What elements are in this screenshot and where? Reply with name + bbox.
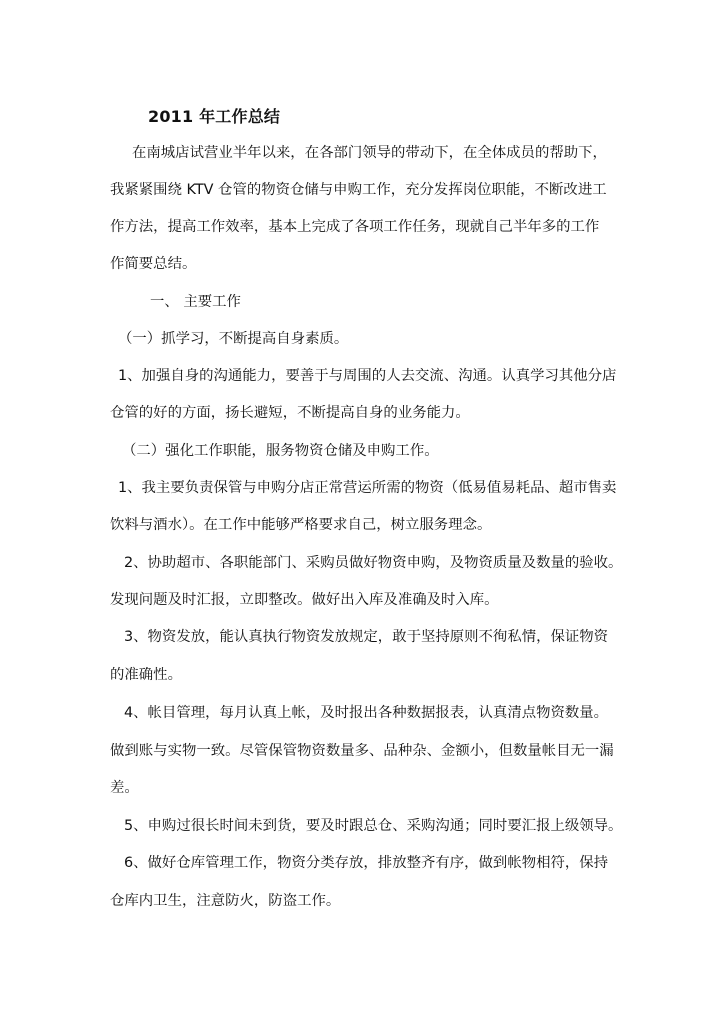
body-line: 5、申购过很长时间未到货，要及时跟总仓、采购沟通；同时要汇报上级领导。: [124, 818, 623, 834]
body-line: 作简要总结。: [110, 256, 197, 272]
body-line: 我紧紧围绕 KTV 仓管的物资仓储与申购工作，充分发挥岗位职能，不断改进工: [110, 182, 607, 198]
body-line: 6、做好仓库管理工作，物资分类存放，排放整齐有序，做到帐物相符，保持: [124, 855, 609, 871]
body-line: 仓库内卫生，注意防火，防盗工作。: [110, 893, 341, 909]
subsection-heading: （二）强化工作职能，服务物资仓储及申购工作。: [122, 443, 439, 459]
body-line: 1、我主要负责保管与申购分店正常营运所需的物资（低易值易耗品、超市售卖: [118, 480, 617, 496]
body-line: 的准确性。: [110, 667, 182, 683]
body-line: 差。: [110, 780, 139, 796]
body-line: 在南城店试营业半年以来，在各部门领导的带动下，在全体成员的帮助下，: [132, 145, 607, 161]
section-heading: 一、 主要工作: [150, 294, 241, 310]
body-line: 作方法，提高工作效率，基本上完成了各项工作任务，现就自己半年多的工作: [110, 219, 600, 235]
body-line: 做到账与实物一致。尽管保管物资数量多、品种杂、金额小，但数量帐目无一漏: [110, 743, 614, 759]
body-line: 发现问题及时汇报，立即整改。做好出入库及准确及时入库。: [110, 592, 499, 608]
body-line: 仓管的好的方面，扬长避短，不断提高自身的业务能力。: [110, 405, 470, 421]
document-title: 2011 年工作总结: [148, 107, 281, 126]
body-line: 2、协助超市、各职能部门、采购员做好物资申购，及物资质量及数量的验收。: [124, 555, 623, 571]
body-line: 饮料与酒水）。在工作中能够严格要求自己，树立服务理念。: [110, 517, 492, 533]
body-line: 3、物资发放，能认真执行物资发放规定，敢于坚持原则不徇私情，保证物资: [124, 629, 609, 645]
subsection-heading: （一）抓学习，不断提高自身素质。: [118, 331, 349, 347]
body-line: 1、加强自身的沟通能力，要善于与周围的人去交流、沟通。认真学习其他分店: [118, 368, 617, 384]
body-line: 4、帐目管理，每月认真上帐，及时报出各种数据报表，认真清点物资数量。: [124, 705, 609, 721]
